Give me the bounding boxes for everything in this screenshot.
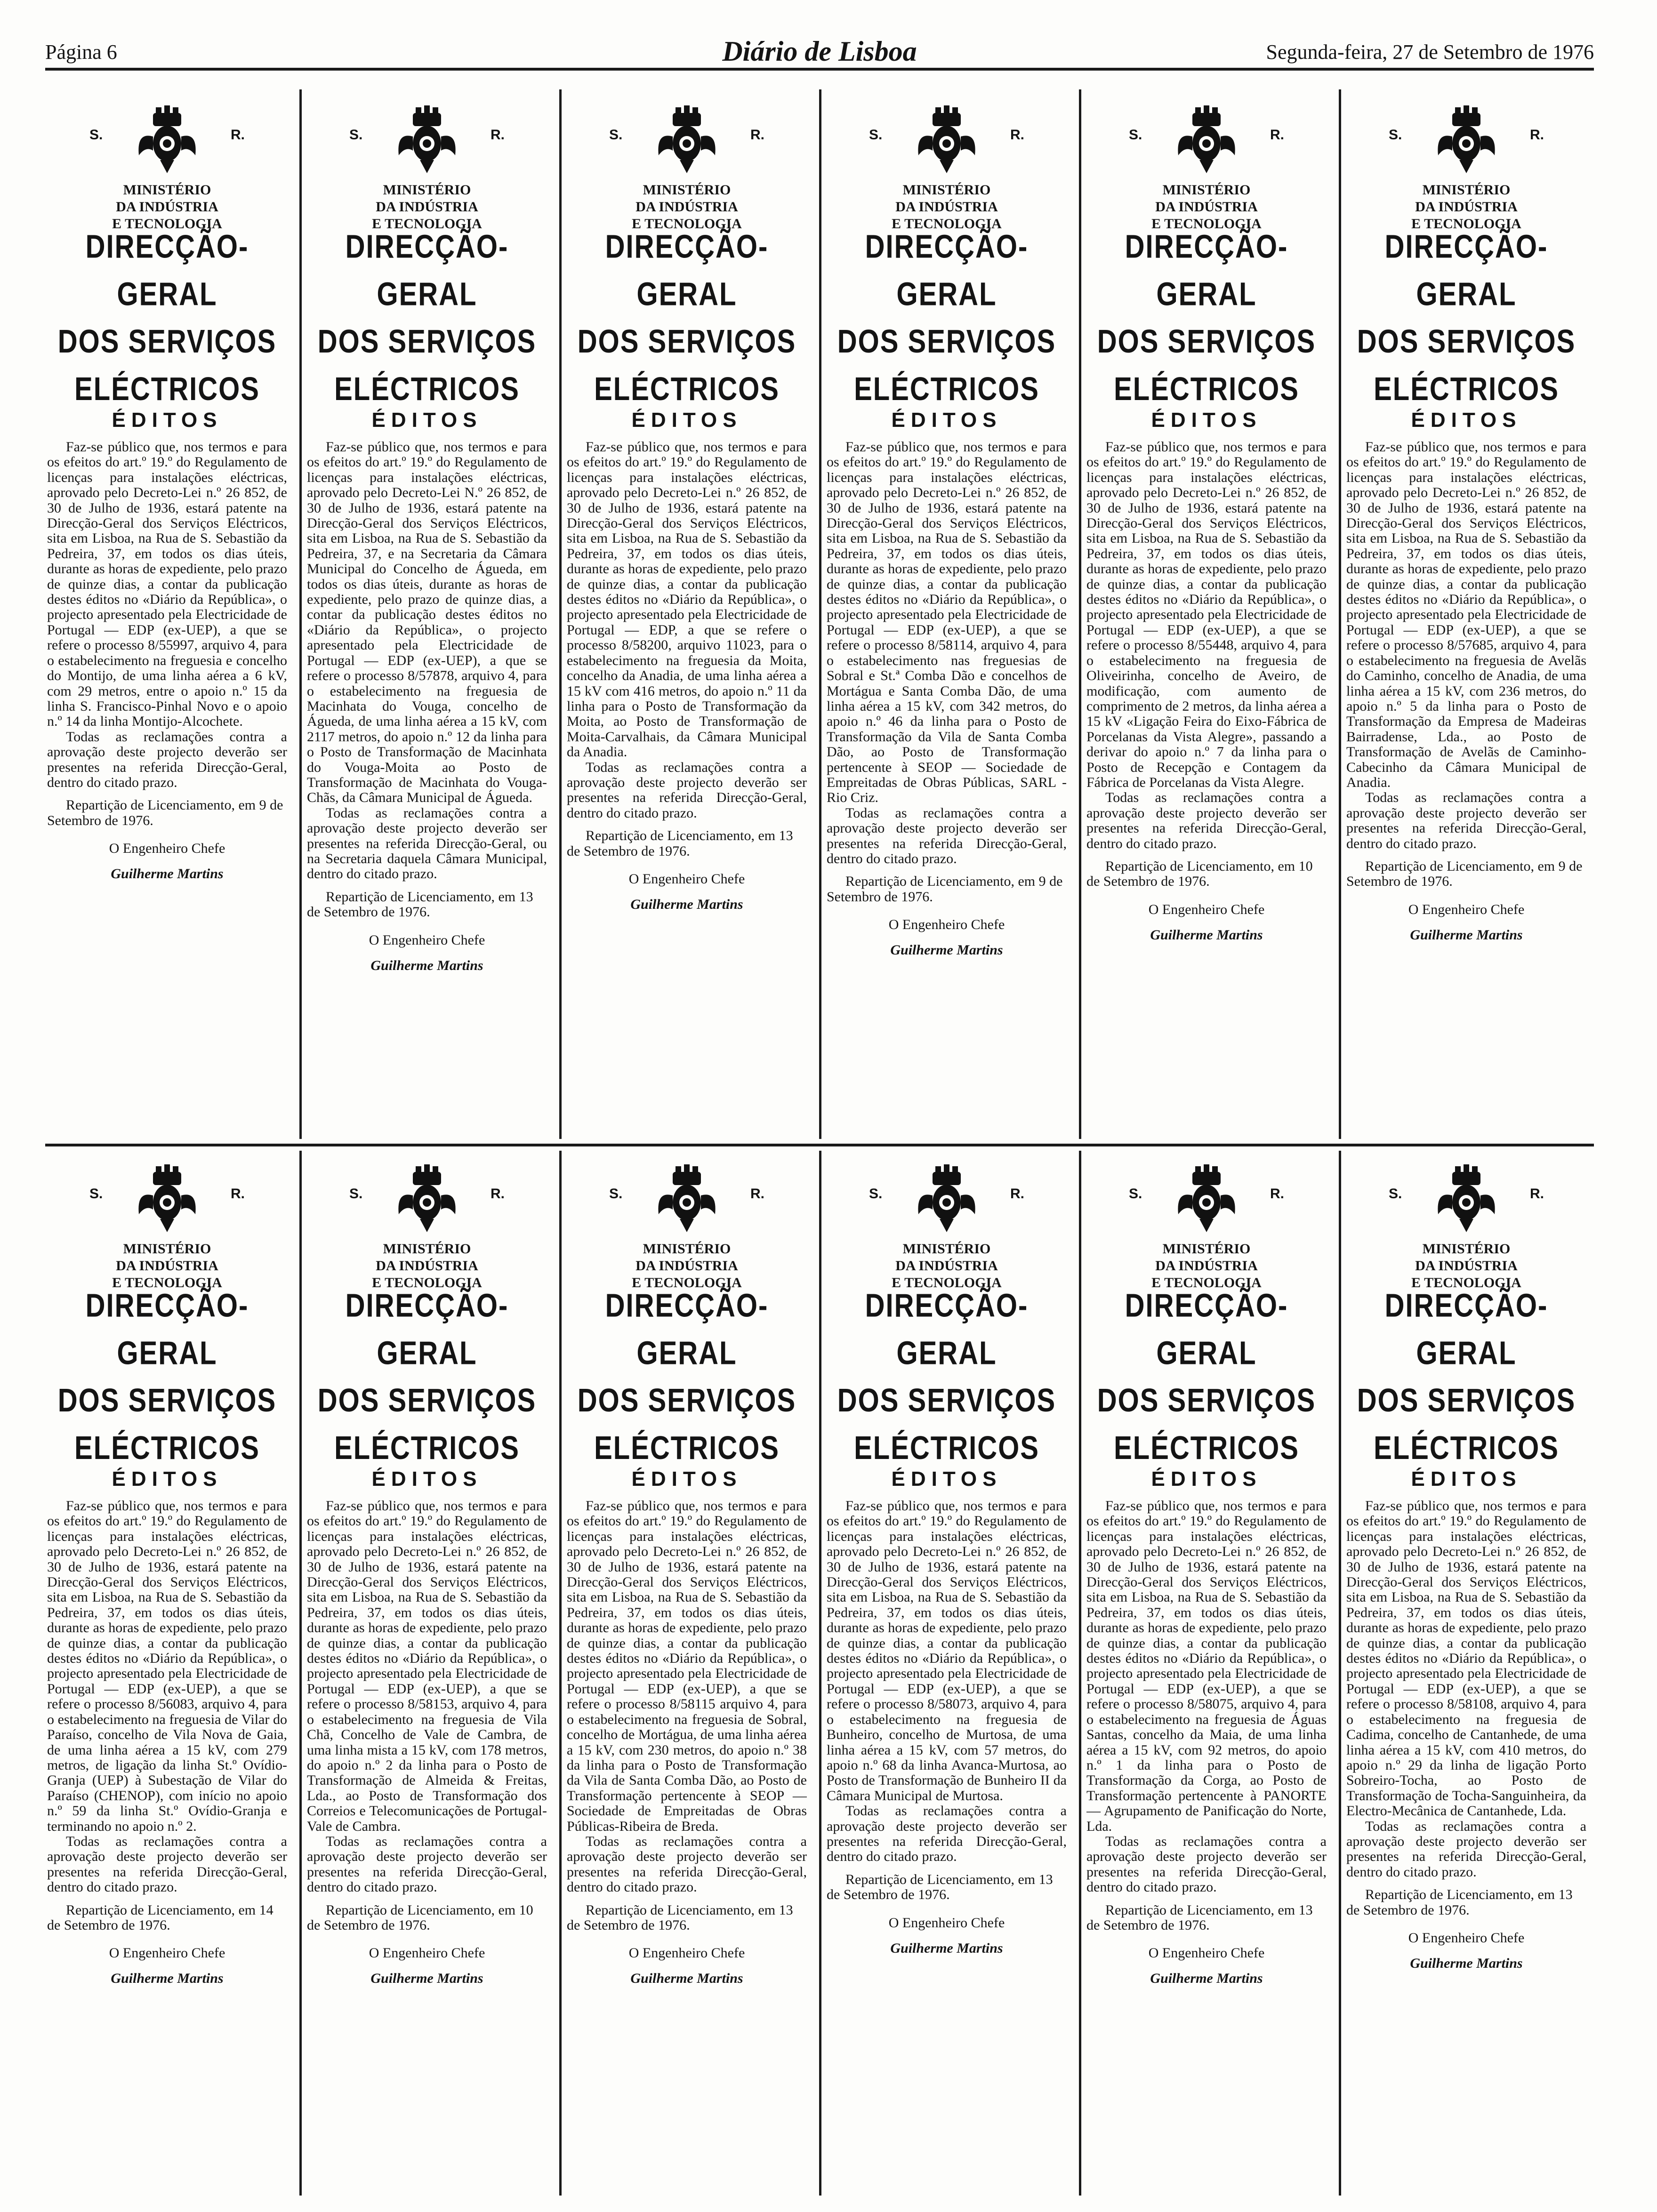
notice-claims: Todas as reclamações contra a aprovação deste projecto deverão ser presentes na referida Direcção-Geral, dentro do citado prazo. bbox=[47, 729, 287, 790]
ministry-line: E TECNOLOGIA bbox=[892, 216, 1002, 232]
editos-title: ÉDITOS bbox=[1411, 1467, 1522, 1491]
issue-date: Segunda-feira, 27 de Setembro de 1976 bbox=[1266, 40, 1594, 64]
emblem-row bbox=[1086, 1158, 1327, 1238]
engineer-signature: Guilherme Martins bbox=[370, 1971, 483, 1987]
engineer-signature: Guilherme Martins bbox=[1410, 927, 1523, 943]
coat-of-arms-icon bbox=[914, 104, 980, 174]
directorate-heading bbox=[1346, 223, 1586, 413]
emblem-row bbox=[827, 1158, 1067, 1238]
emblem-letter-r: R. bbox=[1010, 127, 1024, 143]
coat-of-arms-icon bbox=[394, 104, 460, 174]
emblem-letter-s: S. bbox=[1129, 1186, 1142, 1202]
emblem-letter-s: S. bbox=[609, 127, 623, 143]
ministry-line: MINISTÉRIO bbox=[383, 182, 471, 198]
notice-body: Faz-se público que, nos termos e para os efeitos do art.º 19.º do Regulamento de licenças para instalações eléctricas, aprovado pelo Decreto-Lei n.º 26 852, de 30 de Julho de 1936, estará patente na Direcção-Geral dos Serviços Eléctricos, sita em Lisboa, na Rua de S. Sebastião da Pedreira, 37, em todos os dias úteis, durante as horas de expediente, pelo prazo de quinze dias, a contar da publicação destes éditos no «Diário da República», o projecto apresentado pela Electricidade de Portugal — EDP, a que se refere o processo 8/58200, arquivo 11023, para o estabelecimento na freguesia da Moita, concelho da Anadia, de uma linha aérea a 15 kV com 416 metros, do apoio n.º 11 da linha para o Posto de Transformação da Moita, ao Posto de Transformação de Moita-Carvalhais, da Câmara Municipal da Anadia. bbox=[567, 439, 807, 760]
notice-body: Faz-se público que, nos termos e para os efeitos do art.º 19.º do Regulamento de licenças para instalações eléctricas, aprovado pelo Decreto-Lei n.º 26 852, de 30 de Julho de 1936, estará patente na Direcção-Geral dos Serviços Eléctricos, sita em Lisboa, na Rua de S. Sebastião da Pedreira, 37, em todos os dias úteis, durante as horas de expediente, pelo prazo de quinze dias, a contar da publicação destes éditos no «Diário da República», o projecto apresentado pela Electricidade de Portugal — EDP (ex-UEP), a que se refere o processo 8/58075, arquivo 4, para o estabelecimento na freguesia de Águas Santas, concelho da Maia, de uma linha aérea a 15 kV, com 92 metros, do apoio n.º 1 da linha para o Posto de Transformação da Corga, ao Posto de Transformação pertencente à PANORTE — Agrupamento de Panificação do Norte, Lda. bbox=[1086, 1498, 1327, 1834]
notice bbox=[1086, 99, 1327, 1125]
notice-repartition: Repartição de Licenciamento, em 13 de Setembro de 1976. bbox=[827, 1871, 1053, 1903]
emblem-row bbox=[307, 1158, 547, 1238]
notice-repartition: Repartição de Licenciamento, em 9 de Setembro de 1976. bbox=[47, 797, 283, 828]
notice-body: Faz-se público que, nos termos e para os efeitos do art.º 19.º do Regulamento de licenças para instalações eléctricas, aprovado pelo Decreto-Lei n.º 26 852, de 30 de Julho de 1936, estará patente na Direcção-Geral dos Serviços Eléctricos, sita em Lisboa, na Rua de S. Sebastião da Pedreira, 37, em todos os dias úteis, durante as horas de expediente, pelo prazo de quinze dias, a contar da publicação destes éditos no «Diário da República», o projecto apresentado pela Electricidade de Portugal — EDP (ex-UEP), a que se refere o processo 8/55997, arquivo 4, para o estabelecimento na freguesia e concelho do Montijo, de uma linha aérea a 6 kV, com 29 metros, entre o apoio n.º 15 da linha S. Francisco-Pinhal Novo e o apoio n.º 14 da linha Montijo-Alcochete. bbox=[47, 439, 287, 729]
ministry-line: DA INDÚSTRIA bbox=[635, 1258, 738, 1274]
emblem-letter-s: S. bbox=[869, 127, 883, 143]
engineer-title: O Engenheiro Chefe bbox=[109, 841, 225, 857]
editos-title: ÉDITOS bbox=[631, 1467, 742, 1491]
notice-repartition: Repartição de Licenciamento, em 13 de Setembro de 1976. bbox=[307, 889, 533, 920]
row-divider bbox=[45, 1144, 1594, 1146]
directorate-heading bbox=[1086, 1282, 1327, 1472]
editos-title: ÉDITOS bbox=[1151, 1467, 1262, 1491]
notice-repartition: Repartição de Licenciamento, em 13 de Setembro de 1976. bbox=[567, 1902, 793, 1933]
column-divider bbox=[819, 89, 821, 1139]
engineer-signature: Guilherme Martins bbox=[890, 942, 1003, 958]
notice-claims: Todas as reclamações contra a aprovação deste projecto deverão ser presentes na referida Direcção-Geral, dentro do citado prazo. bbox=[567, 759, 807, 821]
engineer-title: O Engenheiro Chefe bbox=[369, 932, 485, 948]
directorate-line: DIRECÇÃO-GERAL bbox=[1125, 1287, 1288, 1371]
ministry-line: DA INDÚSTRIA bbox=[1155, 1258, 1258, 1274]
emblem-row bbox=[1086, 99, 1327, 179]
editos-title: ÉDITOS bbox=[891, 409, 1002, 432]
editos-title: ÉDITOS bbox=[631, 409, 742, 432]
notice bbox=[1346, 1158, 1586, 2184]
directorate-line: DIRECÇÃO-GERAL bbox=[85, 1287, 249, 1371]
coat-of-arms-icon bbox=[134, 1162, 200, 1233]
directorate-line: ELÉCTRICOS bbox=[1374, 1429, 1559, 1467]
directorate-line: ELÉCTRICOS bbox=[1374, 370, 1559, 408]
directorate-heading bbox=[307, 223, 547, 413]
ministry-line: DA INDÚSTRIA bbox=[1155, 199, 1258, 215]
directorate-heading bbox=[1346, 1282, 1586, 1472]
notice-repartition: Repartição de Licenciamento, em 9 de Setembro de 1976. bbox=[1346, 858, 1583, 890]
coat-of-arms-icon bbox=[654, 1162, 720, 1233]
directorate-line: DOS SERVIÇOS bbox=[1357, 323, 1576, 360]
ministry-line: E TECNOLOGIA bbox=[632, 1275, 742, 1290]
ministry-line: MINISTÉRIO bbox=[643, 182, 731, 198]
ministry-line: MINISTÉRIO bbox=[902, 182, 991, 198]
emblem-row bbox=[1346, 1158, 1586, 1238]
notice-claims: Todas as reclamações contra a aprovação deste projecto deverão ser presentes na referida Direcção-Geral, dentro do citado prazo. bbox=[827, 805, 1067, 866]
directorate-line: DOS SERVIÇOS bbox=[57, 323, 277, 360]
coat-of-arms-icon bbox=[654, 104, 720, 174]
notice-repartition: Repartição de Licenciamento, em 13 de Setembro de 1976. bbox=[1346, 1887, 1573, 1918]
column-divider bbox=[299, 89, 302, 1139]
directorate-line: DIRECÇÃO-GERAL bbox=[345, 1287, 509, 1371]
ministry-line: DA INDÚSTRIA bbox=[1415, 1258, 1518, 1274]
ministry-line: MINISTÉRIO bbox=[643, 1241, 731, 1257]
emblem-letter-r: R. bbox=[231, 127, 245, 143]
directorate-line: DOS SERVIÇOS bbox=[1097, 323, 1316, 360]
directorate-line: DIRECÇÃO-GERAL bbox=[1125, 228, 1288, 313]
notice-claims: Todas as reclamações contra a aprovação deste projecto deverão ser presentes na referida Direcção-Geral, dentro do citado prazo. bbox=[1346, 790, 1586, 851]
emblem-letter-r: R. bbox=[491, 1186, 505, 1202]
engineer-title: O Engenheiro Chefe bbox=[1408, 901, 1525, 917]
directorate-heading bbox=[47, 223, 287, 413]
notice-claims: Todas as reclamações contra a aprovação deste projecto deverão ser presentes na referida Direcção-Geral, ou na Secretaria daquela Câmara Municipal, dentro do citado prazo. bbox=[307, 805, 547, 882]
engineer-signature: Guilherme Martins bbox=[370, 957, 483, 973]
directorate-line: ELÉCTRICOS bbox=[594, 1429, 780, 1467]
ministry-line: E TECNOLOGIA bbox=[1411, 1275, 1521, 1290]
notice-body: Faz-se público que, nos termos e para os efeitos do art.º 19.º do Regulamento de licenças para instalações eléctricas, aprovado pelo Decreto-Lei n.º 26 852, de 30 de Julho de 1936, estará patente na Direcção-Geral dos Serviços Eléctricos, sita em Lisboa, na Rua de S. Sebastião da Pedreira, 37, em todos os dias úteis, durante as horas de expediente, pelo prazo de quinze dias, a contar da publicação destes éditos no «Diário da República», o projecto apresentado pela Electricidade de Portugal — EDP (ex-UEP), a que se refere o processo 8/57685, arquivo 4, para o estabelecimento na freguesia de Avelãs do Caminho, concelho de Anadia, de uma linha aérea a 15 kV, com 236 metros, do apoio n.º 5 da linha para o Posto de Transformação da Empresa de Madeiras Bairradense, Lda., ao Posto de Transformação de Avelãs de Caminho-Cabecinho da Câmara Municipal de Anadia. bbox=[1346, 439, 1586, 790]
emblem-row bbox=[567, 1158, 807, 1238]
ministry-line: E TECNOLOGIA bbox=[112, 1275, 222, 1290]
ministry-line: MINISTÉRIO bbox=[1422, 182, 1511, 198]
column-divider bbox=[299, 1151, 302, 2196]
ministry-line: DA INDÚSTRIA bbox=[116, 1258, 218, 1274]
emblem-letter-r: R. bbox=[1010, 1186, 1024, 1202]
ministry-line: MINISTÉRIO bbox=[123, 1241, 211, 1257]
notice-body: Faz-se público que, nos termos e para os efeitos do art.º 19.º do Regulamento de licenças para instalações eléctricas, aprovado pelo Decreto-Lei n.º 26 852, de 30 de Julho de 1936, estará patente na Direcção-Geral dos Serviços Eléctricos, sita em Lisboa, na Rua de S. Sebastião da Pedreira, 37, em todos os dias úteis, durante as horas de expediente, pelo prazo de quinze dias, a contar da publicação destes éditos no «Diário da República», o projecto apresentado pela Electricidade de Portugal — EDP (ex-UEP), a que se refere o processo 8/58073, arquivo 4, para o estabelecimento na freguesia de Bunheiro, concelho de Murtosa, de uma linha aérea a 15 kV, com 57 metros, do apoio n.º 68 da linha Avanca-Murtosa, ao Posto de Transformação de Bunheiro II da Câmara Municipal de Murtosa. bbox=[827, 1498, 1067, 1803]
directorate-line: DIRECÇÃO-GERAL bbox=[85, 228, 249, 313]
engineer-signature: Guilherme Martins bbox=[1150, 1971, 1263, 1987]
notice-body: Faz-se público que, nos termos e para os efeitos do art.º 19.º do Regulamento de licenças para instalações eléctricas, aprovado pelo Decreto-Lei n.º 26 852, de 30 de Julho de 1936, estará patente na Direcção-Geral dos Serviços Eléctricos, sita em Lisboa, na Rua de S. Sebastião da Pedreira, 37, em todos os dias úteis, durante as horas de expediente, pelo prazo de quinze dias, a contar da publicação destes éditos no «Diário da República», o projecto apresentado pela Electricidade de Portugal — EDP (ex-UEP), a que se refere o processo 8/55448, arquivo 4, para o estabelecimento na freguesia de Oliveirinha, concelho de Aveiro, de modificação, com aumento de comprimento de 2 metros, da linha aérea a 15 kV «Ligação Feira do Eixo-Fábrica de Porcelanas da Vista Alegre», passando a derivar do apoio n.º 7 da linha para o Posto de Recepção e Contagem da Fábrica de Porcelanas da Vista Alegre. bbox=[1086, 439, 1327, 790]
directorate-line: DIRECÇÃO-GERAL bbox=[605, 1287, 769, 1371]
notice-body: Faz-se público que, nos termos e para os efeitos do art.º 19.º do Regulamento de licenças para instalações eléctricas, aprovado pelo Decreto-Lei n.º 26 852, de 30 de Julho de 1936, estará patente na Direcção-Geral dos Serviços Eléctricos, sita em Lisboa, na Rua de S. Sebastião da Pedreira, 37, em todos os dias úteis, durante as horas de expediente, pelo prazo de quinze dias, a contar da publicação destes éditos no «Diário da República», o projecto apresentado pela Electricidade de Portugal — EDP (ex-UEP), a que se refere o processo 8/58153, arquivo 4, para o estabelecimento na freguesia de Vila Chã, Concelho de Vale de Cambra, de uma linha mista a 15 kV, com 178 metros, do apoio n.º 2 da linha para o Posto de Transformação de Almeida & Freitas, Lda., ao Posto de Transformação dos Correios e Telecomunicações de Portugal-Vale de Cambra. bbox=[307, 1498, 547, 1834]
directorate-line: DOS SERVIÇOS bbox=[317, 1382, 537, 1419]
page-header bbox=[45, 36, 1594, 71]
emblem-letter-s: S. bbox=[1389, 1186, 1402, 1202]
directorate-line: DOS SERVIÇOS bbox=[1357, 1382, 1576, 1419]
column-divider bbox=[819, 1151, 821, 2196]
emblem-letter-r: R. bbox=[750, 127, 764, 143]
ministry-line: DA INDÚSTRIA bbox=[1415, 199, 1518, 215]
editos-title: ÉDITOS bbox=[371, 409, 483, 432]
emblem-letter-s: S. bbox=[349, 1186, 363, 1202]
notice-repartition: Repartição de Licenciamento, em 13 de Setembro de 1976. bbox=[1086, 1902, 1313, 1933]
directorate-line: DIRECÇÃO-GERAL bbox=[865, 1287, 1029, 1371]
emblem-letter-s: S. bbox=[869, 1186, 883, 1202]
column-divider bbox=[1079, 89, 1081, 1139]
emblem-letter-r: R. bbox=[1530, 127, 1544, 143]
notice bbox=[827, 1158, 1067, 2184]
notice-body: Faz-se público que, nos termos e para os efeitos do art.º 19.º do Regulamento de licenças para instalações eléctricas, aprovado pelo Decreto-Lei n.º 26 852, de 30 de Julho de 1936, estará patente na Direcção-Geral dos Serviços Eléctricos, sita em Lisboa, na Rua de S. Sebastião da Pedreira, 37, em todos os dias úteis, durante as horas de expediente, pelo prazo de quinze dias, a contar da publicação destes éditos no «Diário da República», o projecto apresentado pela Electricidade de Portugal — EDP (ex-UEP), a que se refere o processo 8/58114, arquivo 4, para o estabelecimento nas freguesias de Sobral e St.ª Comba Dão e concelhos de Mortágua e Santa Comba Dão, de uma linha aérea a 15 kV, com 342 metros, do apoio n.º 46 da linha para o Posto de Transformação da Vila de Santa Comba Dão, ao Posto de Transformação pertencente à SEOP — Sociedade de Empreitadas de Obras Públicas, SARL - Rio Criz. bbox=[827, 439, 1067, 806]
directorate-line: DIRECÇÃO-GERAL bbox=[605, 228, 769, 313]
directorate-line: DOS SERVIÇOS bbox=[57, 1382, 277, 1419]
engineer-title: O Engenheiro Chefe bbox=[888, 1915, 1005, 1931]
directorate-line: DOS SERVIÇOS bbox=[837, 1382, 1056, 1419]
emblem-letter-r: R. bbox=[491, 127, 505, 143]
notice-claims: Todas as reclamações contra a aprovação deste projecto deverão ser presentes na referida Direcção-Geral, dentro do citado prazo. bbox=[47, 1833, 287, 1895]
notice bbox=[827, 99, 1067, 1125]
ministry-line: E TECNOLOGIA bbox=[1411, 216, 1521, 232]
ministry-line: DA INDÚSTRIA bbox=[895, 1258, 998, 1274]
emblem-letter-s: S. bbox=[609, 1186, 623, 1202]
emblem-letter-s: S. bbox=[1389, 127, 1402, 143]
notice-repartition: Repartição de Licenciamento, em 10 de Setembro de 1976. bbox=[307, 1902, 533, 1933]
ministry-line: MINISTÉRIO bbox=[1162, 182, 1251, 198]
notice-claims: Todas as reclamações contra a aprovação deste projecto deverão ser presentes na referida Direcção-Geral, dentro do citado prazo. bbox=[1086, 790, 1327, 851]
notice-body: Faz-se público que, nos termos e para os efeitos do art.º 19.º do Regulamento de licenças para instalações eléctricas, aprovado pelo Decreto-Lei N.º 26 852, de 30 de Julho de 1936, estará patente na Direcção-Geral dos Serviços Eléctricos, sita em Lisboa, na Rua de S. Sebastião da Pedreira, 37, e na Secretaria da Câmara Municipal do Concelho de Águeda, em todos os dias úteis, durante as horas de expediente, pelo prazo de quinze dias, a contar da publicação destes éditos no «Diário da República», o projecto apresentado pela Electricidade de Portugal — EDP (ex-UEP), a que se refere o processo 8/57878, arquivo 4, para o estabelecimento na freguesia de Macinhata do Vouga, concelho de Águeda, de uma linha aérea a 15 kV, com 2117 metros, do apoio n.º 12 da linha para o Posto de Transformação de Macinhata do Vouga-Moita ao Posto de Transformação de Macinhata do Vouga-Chãs, da Câmara Municipal de Águeda. bbox=[307, 439, 547, 806]
notice bbox=[47, 1158, 287, 2184]
coat-of-arms-icon bbox=[1433, 1162, 1499, 1233]
notice-claims: Todas as reclamações contra a aprovação deste projecto deverão ser presentes na referida Direcção-Geral, dentro do citado prazo. bbox=[567, 1833, 807, 1895]
emblem-row bbox=[307, 99, 547, 179]
directorate-line: ELÉCTRICOS bbox=[74, 1429, 260, 1467]
column-divider bbox=[1079, 1151, 1081, 2196]
emblem-letter-r: R. bbox=[1270, 127, 1284, 143]
emblem-letter-r: R. bbox=[231, 1186, 245, 1202]
directorate-heading bbox=[47, 1282, 287, 1472]
ministry-line: MINISTÉRIO bbox=[1422, 1241, 1511, 1257]
emblem-letter-s: S. bbox=[1129, 127, 1142, 143]
emblem-letter-r: R. bbox=[750, 1186, 764, 1202]
editos-title: ÉDITOS bbox=[112, 1467, 223, 1491]
emblem-row bbox=[1346, 99, 1586, 179]
ministry-line: DA INDÚSTRIA bbox=[116, 199, 218, 215]
notice-repartition: Repartição de Licenciamento, em 13 de Setembro de 1976. bbox=[567, 828, 793, 859]
directorate-line: ELÉCTRICOS bbox=[594, 370, 780, 408]
engineer-signature: Guilherme Martins bbox=[1150, 927, 1263, 943]
directorate-line: DIRECÇÃO-GERAL bbox=[345, 228, 509, 313]
directorate-heading bbox=[567, 1282, 807, 1472]
engineer-signature: Guilherme Martins bbox=[1410, 1955, 1523, 1971]
emblem-letter-s: S. bbox=[349, 127, 363, 143]
editos-title: ÉDITOS bbox=[1151, 409, 1262, 432]
notice bbox=[567, 99, 807, 1125]
ministry-line: DA INDÚSTRIA bbox=[635, 199, 738, 215]
directorate-line: ELÉCTRICOS bbox=[334, 370, 520, 408]
coat-of-arms-icon bbox=[394, 1162, 460, 1233]
directorate-heading bbox=[567, 223, 807, 413]
notice bbox=[1086, 1158, 1327, 2184]
ministry-line: DA INDÚSTRIA bbox=[376, 199, 478, 215]
ministry-line: MINISTÉRIO bbox=[902, 1241, 991, 1257]
engineer-title: O Engenheiro Chefe bbox=[1148, 1945, 1265, 1961]
ministry-line: E TECNOLOGIA bbox=[372, 1275, 482, 1290]
engineer-signature: Guilherme Martins bbox=[111, 1971, 224, 1987]
engineer-title: O Engenheiro Chefe bbox=[888, 917, 1005, 933]
engineer-title: O Engenheiro Chefe bbox=[1148, 901, 1265, 917]
notice-repartition: Repartição de Licenciamento, em 14 de Setembro de 1976. bbox=[47, 1902, 273, 1933]
directorate-heading bbox=[307, 1282, 547, 1472]
coat-of-arms-icon bbox=[1433, 104, 1499, 174]
directorate-line: ELÉCTRICOS bbox=[74, 370, 260, 408]
engineer-title: O Engenheiro Chefe bbox=[109, 1945, 225, 1961]
directorate-line: DOS SERVIÇOS bbox=[1097, 1382, 1316, 1419]
directorate-line: ELÉCTRICOS bbox=[1114, 370, 1299, 408]
ministry-line: E TECNOLOGIA bbox=[632, 216, 742, 232]
ministry-line: E TECNOLOGIA bbox=[372, 216, 482, 232]
notice bbox=[1346, 99, 1586, 1125]
engineer-title: O Engenheiro Chefe bbox=[369, 1945, 485, 1961]
directorate-line: DIRECÇÃO-GERAL bbox=[1384, 1287, 1548, 1371]
ministry-line: E TECNOLOGIA bbox=[892, 1275, 1002, 1290]
coat-of-arms-icon bbox=[1174, 1162, 1239, 1233]
page-number: Página 6 bbox=[45, 40, 117, 64]
engineer-title: O Engenheiro Chefe bbox=[628, 1945, 745, 1961]
notice-repartition: Repartição de Licenciamento, em 10 de Setembro de 1976. bbox=[1086, 858, 1313, 890]
notice-claims: Todas as reclamações contra a aprovação deste projecto deverão ser presentes na referida Direcção-Geral, dentro do citado prazo. bbox=[827, 1803, 1067, 1865]
ministry-line: E TECNOLOGIA bbox=[1151, 1275, 1262, 1290]
emblem-row bbox=[47, 99, 287, 179]
ministry-line: MINISTÉRIO bbox=[383, 1241, 471, 1257]
emblem-letter-s: S. bbox=[89, 127, 103, 143]
directorate-heading bbox=[827, 1282, 1067, 1472]
directorate-line: ELÉCTRICOS bbox=[854, 1429, 1039, 1467]
notice-body: Faz-se público que, nos termos e para os efeitos do art.º 19.º do Regulamento de licenças para instalações eléctricas, aprovado pelo Decreto-Lei n.º 26 852, de 30 de Julho de 1936, estará patente na Direcção-Geral dos Serviços Eléctricos, sita em Lisboa, na Rua de S. Sebastião da Pedreira, 37, em todos os dias úteis, durante as horas de expediente, pelo prazo de quinze dias, a contar da publicação destes éditos no «Diário da República», o projecto apresentado pela Electricidade de Portugal — EDP (ex-UEP), a que se refere o processo 8/58115 arquivo 4, para o estabelecimento na freguesia de Sobral, concelho de Mortágua, de uma linha aérea a 15 kV, com 230 metros, do apoio n.º 38 da linha para o Posto de Transformação da Vila de Santa Comba Dão, ao Posto de Transformação pertencente à SEOP — Sociedade de Empreitadas de Obras Públicas-Ribeira de Breda. bbox=[567, 1498, 807, 1834]
emblem-letter-r: R. bbox=[1270, 1186, 1284, 1202]
ministry-line: MINISTÉRIO bbox=[1162, 1241, 1251, 1257]
directorate-line: DOS SERVIÇOS bbox=[317, 323, 537, 360]
directorate-line: DIRECÇÃO-GERAL bbox=[1384, 228, 1548, 313]
notice bbox=[307, 99, 547, 1125]
engineer-signature: Guilherme Martins bbox=[630, 1971, 743, 1987]
engineer-signature: Guilherme Martins bbox=[890, 1940, 1003, 1956]
emblem-row bbox=[47, 1158, 287, 1238]
engineer-signature: Guilherme Martins bbox=[111, 866, 224, 882]
editos-title: ÉDITOS bbox=[1411, 409, 1522, 432]
editos-title: ÉDITOS bbox=[891, 1467, 1002, 1491]
newspaper-title: Diário de Lisboa bbox=[722, 36, 917, 67]
notice-claims: Todas as reclamações contra a aprovação deste projecto deverão ser presentes na referida Direcção-Geral, dentro do citado prazo. bbox=[1346, 1818, 1586, 1880]
emblem-row bbox=[567, 99, 807, 179]
ministry-line: MINISTÉRIO bbox=[123, 182, 211, 198]
directorate-line: DIRECÇÃO-GERAL bbox=[865, 228, 1029, 313]
directorate-heading bbox=[1086, 223, 1327, 413]
engineer-title: O Engenheiro Chefe bbox=[1408, 1930, 1525, 1946]
ministry-line: E TECNOLOGIA bbox=[112, 216, 222, 232]
column-divider bbox=[559, 89, 562, 1139]
directorate-line: DOS SERVIÇOS bbox=[577, 1382, 796, 1419]
notice bbox=[567, 1158, 807, 2184]
emblem-row bbox=[827, 99, 1067, 179]
directorate-line: DOS SERVIÇOS bbox=[837, 323, 1056, 360]
notice bbox=[307, 1158, 547, 2184]
emblem-letter-s: S. bbox=[89, 1186, 103, 1202]
directorate-line: ELÉCTRICOS bbox=[1114, 1429, 1299, 1467]
notice-claims: Todas as reclamações contra a aprovação deste projecto deverão ser presentes na referida Direcção-Geral, dentro do citado prazo. bbox=[307, 1833, 547, 1895]
directorate-line: DOS SERVIÇOS bbox=[577, 323, 796, 360]
notice bbox=[47, 99, 287, 1125]
coat-of-arms-icon bbox=[134, 104, 200, 174]
editos-title: ÉDITOS bbox=[371, 1467, 483, 1491]
column-divider bbox=[559, 1151, 562, 2196]
engineer-title: O Engenheiro Chefe bbox=[628, 871, 745, 887]
engineer-signature: Guilherme Martins bbox=[630, 896, 743, 912]
directorate-line: ELÉCTRICOS bbox=[334, 1429, 520, 1467]
ministry-line: DA INDÚSTRIA bbox=[376, 1258, 478, 1274]
notice-claims: Todas as reclamações contra a aprovação deste projecto deverão ser presentes na referida Direcção-Geral, dentro do citado prazo. bbox=[1086, 1833, 1327, 1895]
directorate-heading bbox=[827, 223, 1067, 413]
notice-repartition: Repartição de Licenciamento, em 9 de Setembro de 1976. bbox=[827, 874, 1063, 905]
ministry-line: DA INDÚSTRIA bbox=[895, 199, 998, 215]
emblem-letter-r: R. bbox=[1530, 1186, 1544, 1202]
notice-body: Faz-se público que, nos termos e para os efeitos do art.º 19.º do Regulamento de licenças para instalações eléctricas, aprovado pelo Decreto-Lei n.º 26 852, de 30 de Julho de 1936, estará patente na Direcção-Geral dos Serviços Eléctricos, sita em Lisboa, na Rua de S. Sebastião da Pedreira, 37, em todos os dias úteis, durante as horas de expediente, pelo prazo de quinze dias, a contar da publicação destes éditos no «Diário da República», o projecto apresentado pela Electricidade de Portugal — EDP (ex-UEP), a que se refere o processo 8/56083, arquivo 4, para o estabelecimento na freguesia de Vilar do Paraíso, concelho de Vila Nova de Gaia, de uma linha aérea a 15 kV, com 279 metros, de ligação da linha St.º Ovídio-Granja (UEP) à Subestação de Vilar do Paraíso (CHENOP), com início no apoio n.º 59 da linha St.º Ovídio-Granja e terminando no apoio n.º 2. bbox=[47, 1498, 287, 1834]
editos-title: ÉDITOS bbox=[112, 409, 223, 432]
column-divider bbox=[1339, 89, 1341, 1139]
ministry-line: E TECNOLOGIA bbox=[1151, 216, 1262, 232]
notice-body: Faz-se público que, nos termos e para os efeitos do art.º 19.º do Regulamento de licenças para instalações eléctricas, aprovado pelo Decreto-Lei n.º 26 852, de 30 de Julho de 1936, estará patente na Direcção-Geral dos Serviços Eléctricos, sita em Lisboa, na Rua de S. Sebastião da Pedreira, 37, em todos os dias úteis, durante as horas de expediente, pelo prazo de quinze dias, a contar da publicação destes éditos no «Diário da República», o projecto apresentado pela Electricidade de Portugal — EDP (ex-UEP), a que se refere o processo 8/58108, arquivo 4, para o estabelecimento na freguesia de Cadima, concelho de Cantanhede, de uma linha aérea a 15 kV, com 410 metros, do apoio n.º 29 da linha de ligação Porto Sobreiro-Tocha, ao Posto de Transformação de Tocha-Sanguinheira, da Electro-Mecânica de Cantanhede, Lda. bbox=[1346, 1498, 1586, 1819]
coat-of-arms-icon bbox=[914, 1162, 980, 1233]
directorate-line: ELÉCTRICOS bbox=[854, 370, 1039, 408]
column-divider bbox=[1339, 1151, 1341, 2196]
coat-of-arms-icon bbox=[1174, 104, 1239, 174]
